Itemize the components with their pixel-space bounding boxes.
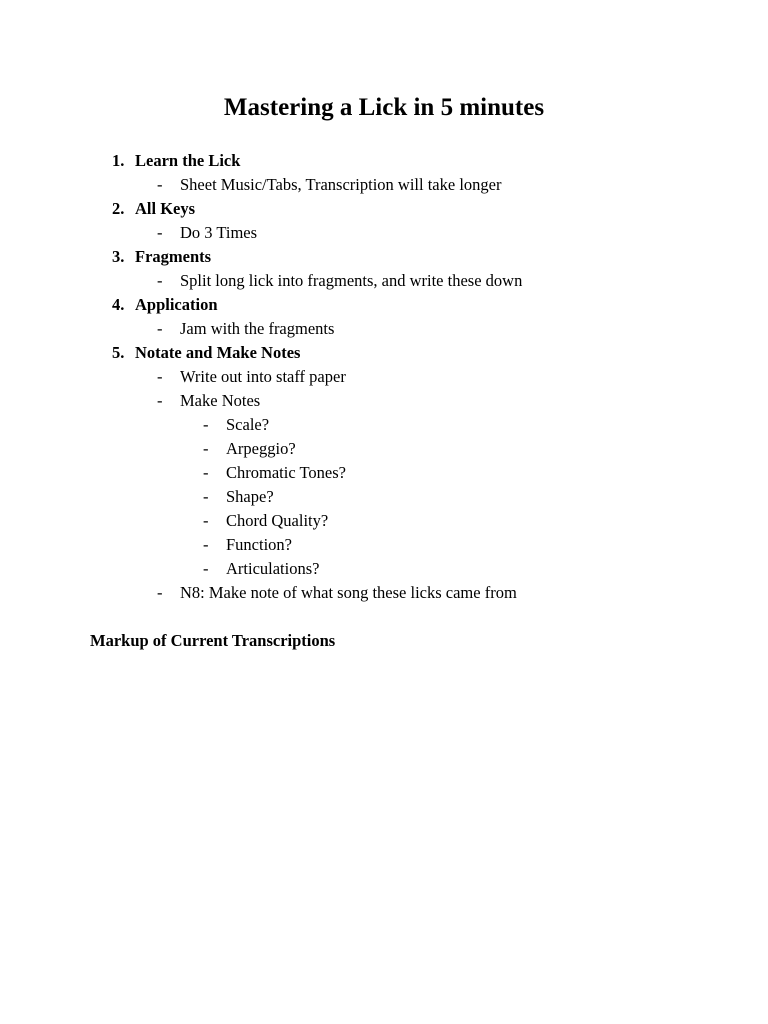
step-2 bbox=[112, 197, 195, 221]
section-heading: Markup of Current Transcriptions bbox=[90, 631, 336, 650]
dash-bullet: - bbox=[203, 439, 209, 458]
dash-bullet: - bbox=[203, 487, 209, 506]
make-notes-item-text: Articulations? bbox=[226, 559, 320, 578]
step-label: All Keys bbox=[135, 199, 196, 218]
note-text: Write out into staff paper bbox=[180, 367, 346, 386]
note-text: N8: Make note of what song these licks came from bbox=[180, 583, 517, 602]
step-5 bbox=[112, 341, 300, 365]
dash-bullet: - bbox=[157, 319, 163, 338]
step-number: 4. bbox=[112, 295, 125, 314]
step-3 bbox=[112, 245, 211, 269]
make-notes-item-text: Arpeggio? bbox=[226, 439, 296, 458]
make-notes-item-text: Chromatic Tones? bbox=[226, 463, 346, 482]
note-text: Do 3 Times bbox=[180, 223, 258, 242]
step-label: Fragments bbox=[135, 247, 212, 266]
dash-bullet: - bbox=[203, 463, 209, 482]
make-notes-item-text: Chord Quality? bbox=[226, 511, 329, 530]
note-text: Jam with the fragments bbox=[180, 319, 335, 338]
dash-bullet: - bbox=[157, 391, 163, 410]
dash-bullet: - bbox=[157, 367, 163, 386]
step-label: Notate and Make Notes bbox=[135, 343, 301, 362]
step-1 bbox=[112, 149, 240, 173]
note-text: Make Notes bbox=[180, 391, 261, 410]
dash-bullet: - bbox=[203, 535, 209, 554]
make-notes-item-text: Scale? bbox=[226, 415, 270, 434]
step-number: 5. bbox=[112, 343, 125, 362]
note-text: Sheet Music/Tabs, Transcription will take longer bbox=[180, 175, 502, 194]
dash-bullet: - bbox=[203, 511, 209, 530]
step-number: 1. bbox=[112, 151, 125, 170]
step-label: Learn the Lick bbox=[135, 151, 241, 170]
dash-bullet: - bbox=[157, 223, 163, 242]
dash-bullet: - bbox=[157, 271, 163, 290]
step-number: 3. bbox=[112, 247, 125, 266]
dash-bullet: - bbox=[203, 559, 209, 578]
dash-bullet: - bbox=[203, 415, 209, 434]
dash-bullet: - bbox=[157, 175, 163, 194]
make-notes-item-text: Shape? bbox=[226, 487, 274, 506]
make-notes-item-text: Function? bbox=[226, 535, 292, 554]
note-text: Split long lick into fragments, and write these down bbox=[180, 271, 523, 290]
step-4 bbox=[112, 293, 218, 317]
dash-bullet: - bbox=[157, 583, 163, 602]
document-title: Mastering a Lick in 5 minutes bbox=[223, 94, 545, 121]
step-number: 2. bbox=[112, 199, 125, 218]
step-label: Application bbox=[135, 295, 218, 314]
